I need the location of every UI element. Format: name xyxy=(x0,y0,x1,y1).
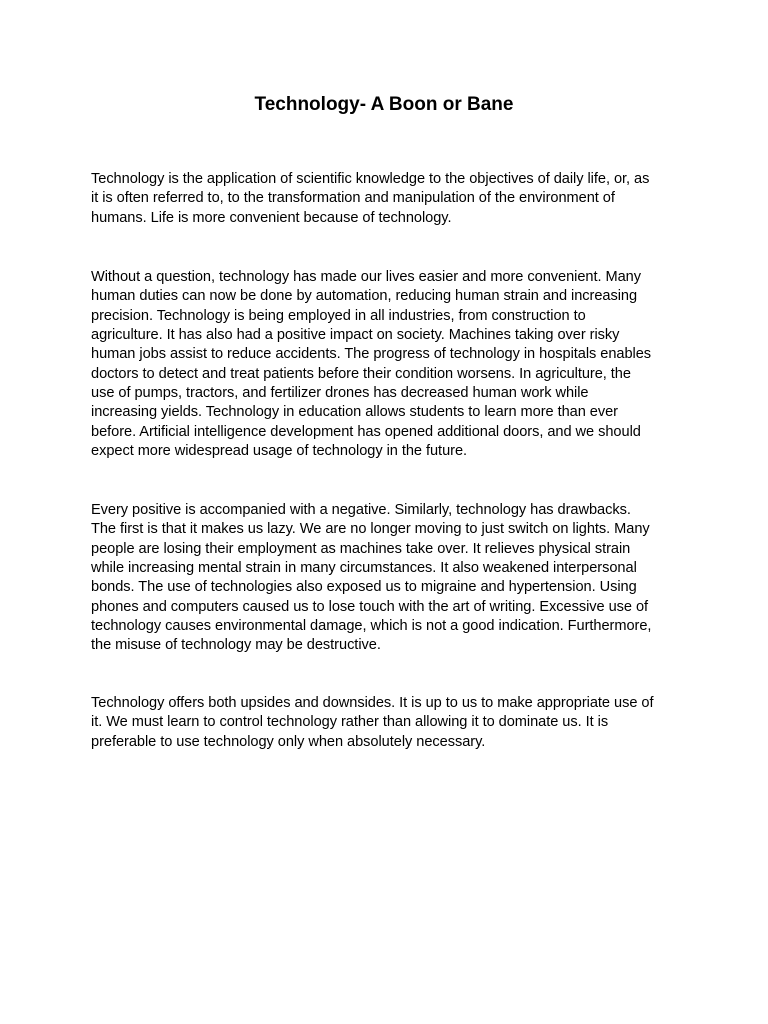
text-line: Without a question, technology has made our lives easier and more convenient. Many xyxy=(91,269,641,285)
text-line: precision. Technology is being employed in all industries, from construction to xyxy=(91,307,586,324)
paragraph-conclusion xyxy=(91,694,691,752)
text-line: Technology is the application of scientific knowledge to the objectives of daily life, or, as xyxy=(91,171,650,187)
text-line: Technology offers both upsides and downsides. It is up to us to make appropriate use of xyxy=(91,695,654,711)
text-line: increasing yields. Technology in education allows students to learn more than ever xyxy=(91,404,618,421)
text-line: bonds. The use of technologies also exposed us to migraine and hypertension. Using xyxy=(91,579,637,596)
text-line: Every positive is accompanied with a negative. Similarly, technology has drawbacks. xyxy=(91,502,631,518)
text-line: before. Artificial intelligence development has opened additional doors, and we should xyxy=(91,423,641,440)
text-line: technology causes environmental damage, which is not a good indication. Furthermore, xyxy=(91,618,652,635)
document-title: Technology- A Boon or Bane xyxy=(254,94,514,115)
text-line: preferable to use technology only when absolutely necessary. xyxy=(91,733,486,750)
text-line: it is often referred to, to the transformation and manipulation of the environment of xyxy=(91,190,615,207)
text-line: human duties can now be done by automation, reducing human strain and increasing xyxy=(91,288,638,305)
text-line: The first is that it makes us lazy. We are no longer moving to just switch on lights. Many xyxy=(91,521,650,538)
text-line: it. We must learn to control technology rather than allowing it to dominate us. It is xyxy=(91,714,609,731)
text-line: humans. Life is more convenient because of technology. xyxy=(91,209,452,226)
text-line: doctors to detect and treat patients before their condition worsens. In agriculture, the xyxy=(91,365,631,382)
paragraph-introduction xyxy=(91,170,691,228)
text-line: use of pumps, tractors, and fertilizer drones has decreased human work while xyxy=(91,385,589,402)
paragraph-disadvantages xyxy=(91,501,691,656)
text-line: agriculture. It has also had a positive impact on society. Machines taking over risky xyxy=(91,327,620,344)
text-line: while increasing mental strain in many circumstances. It also weakened interpersonal xyxy=(91,560,637,577)
text-line: the misuse of technology may be destructive. xyxy=(91,637,381,654)
text-line: expect more widespread usage of technology in the future. xyxy=(91,443,468,460)
text-line: phones and computers caused us to lose touch with the art of writing. Excessive use of xyxy=(91,598,649,615)
paragraph-advantages xyxy=(91,268,691,461)
text-line: human jobs assist to reduce accidents. The progress of technology in hospitals enables xyxy=(91,346,652,363)
text-line: people are losing their employment as machines take over. It relieves physical strain xyxy=(91,540,631,557)
